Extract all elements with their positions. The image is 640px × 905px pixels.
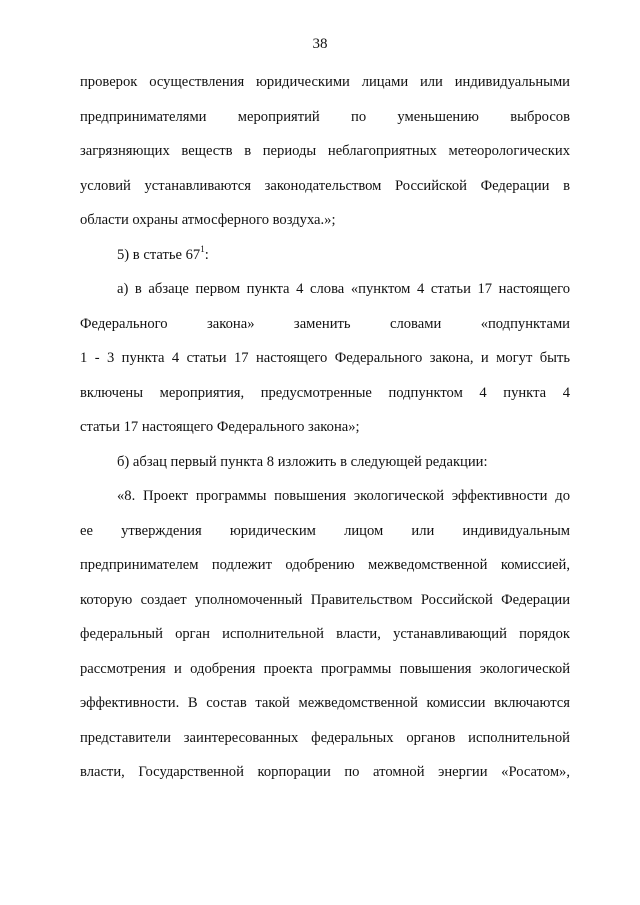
text-line (80, 763, 570, 798)
line-text: эффективности. В состав такой межведомственной комиссии включаются (80, 695, 570, 711)
line-text: власти, Государственной корпорации по атомной энергии «Росатом», (80, 764, 570, 780)
line-text: предпринимателями мероприятий по уменьшению выбросов (80, 108, 570, 125)
text-line (80, 694, 570, 729)
line-text: включены мероприятия, предусмотренные подпунктом 4 пункта 4 (80, 384, 570, 401)
body-text (80, 73, 570, 798)
line-text: предпринимателем подлежит одобрению межведомственной комиссией, (80, 557, 570, 573)
line-text: «8. Проект программы повышения экологической эффективности до (117, 488, 570, 504)
text-line (80, 349, 570, 384)
line-text: ее утверждения юридическим лицом или индивидуальным (80, 522, 570, 539)
line-text: загрязняющих веществ в периоды неблагоприятных метеорологических (80, 143, 570, 159)
line-text: а) в абзаце первом пункта 4 слова «пунктом 4 статьи 17 настоящего (117, 281, 570, 297)
text-line (80, 243, 570, 281)
line-text: условий устанавливаются законодательством Российской Федерации в (80, 177, 570, 194)
text-line (80, 142, 570, 177)
text-line (80, 729, 570, 764)
line-text: статьи 17 настоящего Федерального закона»; (80, 419, 360, 435)
text-line (80, 108, 570, 143)
text-line (80, 522, 570, 557)
line-text: представители заинтересованных федеральных органов исполнительной (80, 729, 570, 746)
line-text: б) абзац первый пункта 8 изложить в следующей редакции: (117, 453, 488, 470)
text-line (80, 556, 570, 591)
text-line (80, 384, 570, 419)
text-line (80, 453, 570, 488)
text-line (80, 177, 570, 212)
text-line (80, 660, 570, 695)
line-suffix: : (204, 246, 209, 263)
line-text: рассмотрения и одобрения проекта программы повышения экологической (80, 660, 570, 677)
text-line (80, 591, 570, 626)
superscript: 1 (200, 243, 205, 254)
line-text: области охраны атмосферного воздуха.»; (80, 212, 336, 228)
line-text: федеральный орган исполнительной власти, устанавливающий порядок (80, 626, 570, 642)
line-text: которую создает уполномоченный Правительством Российской Федерации (80, 591, 570, 608)
page-number: 38 (312, 36, 328, 52)
line-text: 5) в статье 67 (117, 246, 201, 263)
text-line (80, 487, 570, 522)
text-line (80, 418, 570, 453)
text-line (80, 280, 570, 315)
line-text: 1 - 3 пункта 4 статьи 17 настоящего Федерального закона, и могут быть (80, 350, 570, 366)
text-line (80, 315, 570, 350)
line-text: Федерального закона» заменить словами «подпунктами (80, 315, 570, 332)
line-text: проверок осуществления юридическими лицами или индивидуальными (80, 74, 570, 90)
text-line (80, 625, 570, 660)
text-line (80, 211, 570, 246)
text-line (80, 73, 570, 108)
